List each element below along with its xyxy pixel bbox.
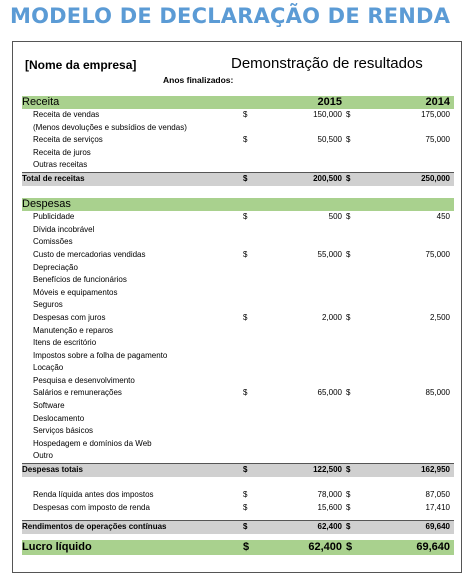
expense-item-label: Depreciação [33,262,78,272]
expense-item-row [22,262,454,275]
revenue-item-label: Receita de vendas [33,110,100,119]
revenue-item-row [22,159,454,172]
revenue-item-label: Receita de juros [33,147,91,157]
expenses-total-year-1[interactable]: 122,500 [313,465,342,475]
expense-item-row [22,387,454,400]
expense-item-row [22,236,454,249]
currency-symbol: $ [346,173,351,183]
expense-item-label: Impostos sobre a folha de pagamento [33,350,168,360]
currency-symbol: $ [243,312,248,322]
expense-item-row [22,438,454,451]
revenue-section-header [22,96,454,109]
expense-item-label: Serviços básicos [33,426,94,436]
expense-item-label: Comissões [33,237,73,247]
currency-symbol: $ [346,388,351,398]
expense-item-row [22,450,454,463]
currency-symbol: $ [346,249,351,259]
expense-item-row [22,337,454,350]
expense-item-label: Hospedagem e domínios da Web [33,438,152,448]
expense-item-row [22,299,454,312]
currency-symbol: $ [346,135,351,145]
expense-item-row [22,413,454,426]
pre-tax-income-label: Renda líquida antes dos impostos [33,490,154,500]
year-1-header: 2015 [317,96,342,108]
currency-symbol: $ [243,490,248,500]
income-tax-year-1[interactable]: 15,600 [317,502,342,512]
currency-symbol: $ [243,541,250,553]
expense-item-row [22,287,454,300]
revenue-item-row [22,122,454,135]
revenue-items [22,109,454,172]
expense-item-label: Móveis e equipamentos [33,287,118,297]
expenses-total-year-2[interactable]: 162,950 [421,465,450,475]
currency-symbol: $ [346,502,351,512]
expense-item-label: Dívida incobrável [33,224,95,234]
revenue-item-label: (Menos devoluções e subsídios de vendas) [33,122,187,132]
revenue-total-label: Total de receitas [22,173,85,183]
currency-symbol: $ [243,249,248,259]
pre-tax-income-row [22,489,454,502]
income-tax-label: Despesas com imposto de renda [33,502,150,512]
expense-item-row [22,400,454,413]
net-income-year-2[interactable]: 69,640 [416,541,450,553]
expense-item-label: Software [33,401,65,411]
expense-item-label: Manutenção e reparos [33,325,114,335]
revenue-item-row [22,134,454,147]
statement-grid [22,96,454,555]
expense-item-row [22,211,454,224]
revenue-item-label: Receita de serviços [33,135,103,145]
expense-items [22,211,454,463]
expense-item-label: Despesas com juros [33,312,106,322]
expense-item-label: Itens de escritório [33,338,97,348]
expense-item-label: Locação [33,363,64,373]
expense-item-label: Pesquisa e desenvolvimento [33,375,135,385]
expense-item-value-year-1[interactable]: 500 [328,212,342,222]
net-income-row [22,540,454,555]
years-ended-label: Anos finalizados: [163,75,234,85]
currency-symbol: $ [243,135,248,145]
expense-item-value-year-1[interactable]: 55,000 [317,249,342,259]
expense-item-label: Custo de mercadorias vendidas [33,249,146,259]
expenses-total-label: Despesas totais [22,465,83,475]
expenses-title: Despesas [22,198,71,211]
currency-symbol: $ [346,465,351,475]
expense-item-row [22,249,454,262]
revenue-item-value-year-1[interactable]: 50,500 [317,135,342,145]
currency-symbol: $ [346,522,351,532]
currency-symbol: $ [346,212,351,222]
continuing-operations-year-2[interactable]: 69,640 [425,522,450,532]
income-tax-year-2[interactable]: 17,410 [425,502,450,512]
pre-tax-income-year-2[interactable]: 87,050 [425,490,450,500]
net-income-label: Lucro líquido [22,541,92,553]
revenue-title: Receita [22,96,60,108]
continuing-operations-year-1[interactable]: 62,400 [317,522,342,532]
continuing-operations-label: Rendimentos de operações contínuas [22,522,167,532]
revenue-total-year-1[interactable]: 200,500 [313,173,342,183]
expense-item-row [22,362,454,375]
expense-item-row [22,224,454,237]
expense-item-row [22,325,454,338]
year-2-header: 2014 [425,96,450,108]
revenue-item-row [22,147,454,160]
income-tax-row [22,502,454,515]
revenue-total-row [22,172,454,186]
currency-symbol: $ [243,212,248,222]
currency-symbol: $ [346,110,351,119]
currency-symbol: $ [243,502,248,512]
expense-item-label: Salários e remunerações [33,388,122,398]
currency-symbol: $ [346,541,353,553]
expense-item-value-year-2[interactable]: 75,000 [425,249,450,259]
expense-item-row [22,312,454,325]
expense-item-row [22,375,454,388]
expense-item-value-year-2[interactable]: 450 [436,212,450,222]
currency-symbol: $ [243,522,248,532]
expense-item-value-year-1[interactable]: 65,000 [317,388,342,398]
expense-item-label: Deslocamento [33,413,85,423]
revenue-item-value-year-2[interactable]: 75,000 [425,135,450,145]
statement-title: Demonstração de resultados [231,55,423,72]
company-name[interactable]: [Nome da empresa] [25,58,137,72]
expense-item-row [22,425,454,438]
continuing-operations-row [22,520,454,534]
expense-item-value-year-2[interactable]: 2,500 [429,312,450,322]
revenue-total-year-2[interactable]: 250,000 [421,173,450,183]
expense-item-row [22,350,454,363]
expenses-section-header [22,198,454,211]
income-statement-sheet [12,41,462,573]
currency-symbol: $ [243,173,248,183]
revenue-item-value-year-1[interactable]: 150,000 [313,110,342,119]
net-income-year-1[interactable]: 62,400 [308,541,342,553]
expense-item-label: Outro [33,451,54,461]
expense-item-value-year-1[interactable]: 2,000 [321,312,342,322]
expense-item-value-year-2[interactable]: 85,000 [425,388,450,398]
expense-item-label: Publicidade [33,212,75,222]
currency-symbol: $ [243,110,248,119]
expense-item-label: Seguros [33,300,63,310]
expense-item-label: Benefícios de funcionários [33,275,127,285]
currency-symbol: $ [346,312,351,322]
document-title: MODELO DE DECLARAÇÃO DE RENDA [10,4,451,28]
pre-tax-income-year-1[interactable]: 78,000 [317,490,342,500]
revenue-item-label: Outras receitas [33,160,88,170]
revenue-item-value-year-2[interactable]: 175,000 [421,110,450,119]
revenue-item-row [22,109,454,122]
currency-symbol: $ [243,388,248,398]
expenses-total-row [22,463,454,477]
currency-symbol: $ [346,490,351,500]
expense-item-row [22,274,454,287]
currency-symbol: $ [243,465,248,475]
